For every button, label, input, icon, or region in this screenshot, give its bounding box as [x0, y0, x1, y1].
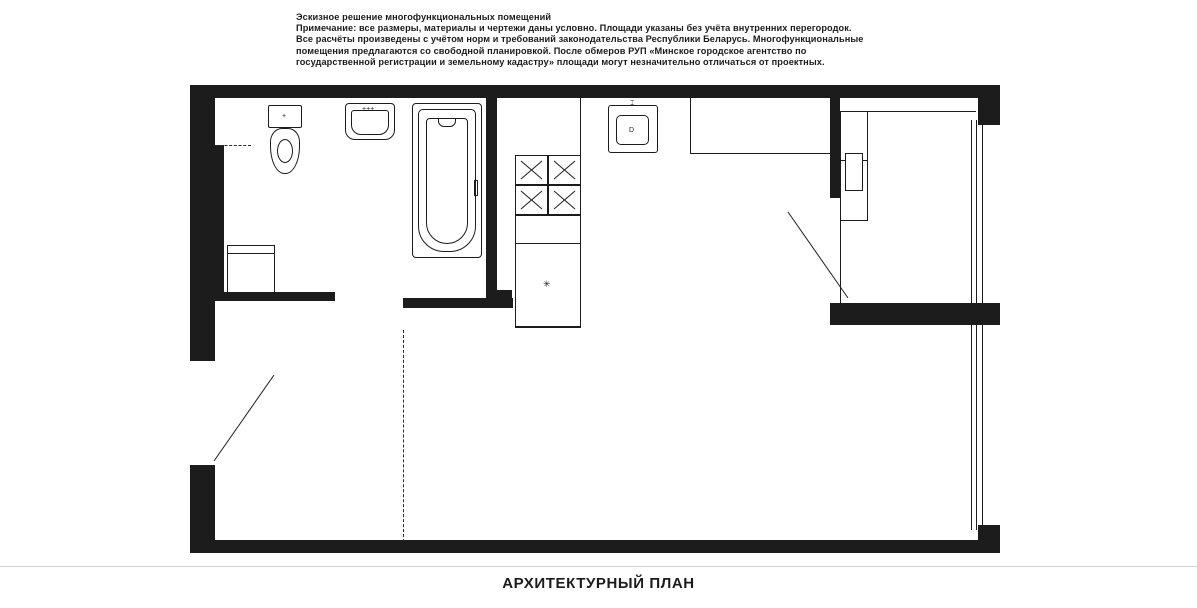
wall-left-inner-bottom	[215, 292, 335, 301]
bathroom-sink-mark: +++	[362, 106, 375, 113]
partition-bath-right	[486, 98, 496, 298]
line-entry-area-right	[690, 98, 691, 153]
right-room-door-panel	[845, 153, 863, 191]
washing-machine-mark: ✳	[543, 279, 551, 289]
wall-right-mid	[830, 303, 1000, 325]
toilet-mark: +	[282, 113, 287, 120]
note-line-3: Все расчёты произведены с учётом норм и требований законодательства Республики Беларусь. Многофункциональные	[296, 34, 864, 45]
floor-plan-drawing	[190, 85, 1000, 555]
wall-left-inner-return	[215, 145, 224, 300]
bottom-divider	[0, 566, 1197, 567]
wall-right-lower	[978, 525, 1000, 553]
wall-right-upper	[978, 85, 1000, 125]
bathtub-basin	[426, 118, 468, 244]
balcony-door-hairline-2	[982, 325, 983, 525]
wall-bottom	[190, 540, 1000, 553]
line-kitchen-counter-bottom	[515, 327, 581, 328]
cooktop-crosses-icon	[515, 155, 581, 215]
partition-kitchen-bottom	[496, 290, 506, 300]
dashed-axis-vertical	[403, 330, 404, 542]
line-balcony-inner-upper	[971, 120, 972, 305]
balcony-door-hairline-1	[982, 125, 983, 305]
note-line-4: помещения предлагаются со свободной планировкой. После обмеров РУП «Минское городское агентство по	[296, 45, 807, 56]
note-line-2: Примечание: все размеры, материалы и чертежи даны условно. Площади указаны без учёта внутренних перегородок.	[296, 23, 852, 34]
leader-line-left	[212, 373, 282, 468]
line-kitchen-counter-mid	[515, 215, 581, 216]
dashed-axis-left	[215, 145, 251, 146]
partition-right-room	[830, 98, 839, 198]
wall-left-upper	[190, 85, 215, 361]
bath-cabinet-top-line	[227, 253, 275, 254]
bathtub-drain	[438, 118, 456, 127]
note-line-5: государственной регистрации и земельному кадастру» площади могут незначительно отличаться от проектных.	[296, 56, 825, 67]
note-line-1: Эскизное решение многофункциональных помещений	[296, 12, 552, 22]
partition-kitchen-left	[403, 298, 413, 308]
wall-left-lower	[190, 465, 215, 550]
wall-top	[190, 85, 1000, 98]
line-bath-right	[496, 98, 497, 290]
plan-notes	[296, 12, 916, 68]
toilet-seat	[277, 139, 293, 163]
line-balcony-outer-upper	[976, 120, 977, 305]
line-entry-area-bottom	[690, 153, 840, 154]
line-balcony-inner-lower	[971, 325, 972, 530]
bathtub-faucet	[474, 180, 478, 196]
kitchen-sink-mark: D	[629, 127, 635, 134]
bathroom-sink-bowl	[351, 110, 389, 135]
kitchen-top-mark: ⌶	[630, 100, 635, 107]
page-title: АРХИТЕКТУРНЫЙ ПЛАН	[502, 575, 695, 592]
line-balcony-outer-lower	[976, 325, 977, 530]
leader-line-right	[786, 210, 856, 305]
